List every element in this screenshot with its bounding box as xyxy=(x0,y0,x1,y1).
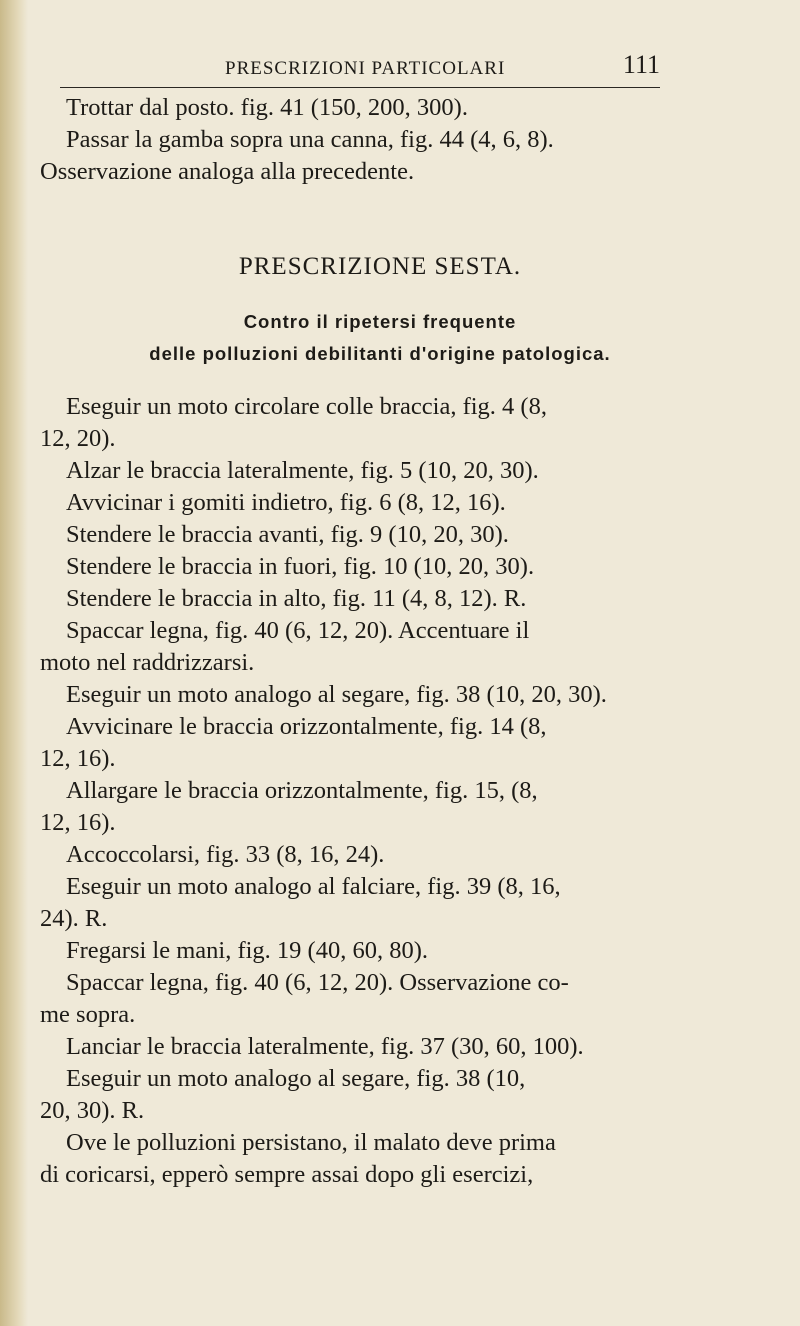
text-line: Spaccar legna, fig. 40 (6, 12, 20). Osservazione co- xyxy=(66,969,569,996)
text-line: Passar la gamba sopra una canna, fig. 44 (4, 6, 8). xyxy=(66,126,554,153)
text-line: Eseguir un moto analogo al segare, fig. 38 (10, xyxy=(66,1065,526,1092)
text-line: Lanciar le braccia lateralmente, fig. 37 (30, 60, 100). xyxy=(66,1033,584,1060)
text-line: Spaccar legna, fig. 40 (6, 12, 20). Accentuare il xyxy=(66,617,530,644)
page-number: 111 xyxy=(622,50,660,79)
text-line: Eseguir un moto circolare colle braccia, fig. 4 (8, xyxy=(66,393,547,420)
text-line: Avvicinar i gomiti indietro, fig. 6 (8, 12, 16). xyxy=(66,489,506,516)
text-line: Allargare le braccia orizzontalmente, fig. 15, (8, xyxy=(66,777,538,804)
text-line: Accoccolarsi, fig. 33 (8, 16, 24). xyxy=(66,841,385,868)
text-line: Ove le polluzioni persistano, il malato deve prima xyxy=(66,1129,556,1156)
text-line: Avvicinare le braccia orizzontalmente, fig. 14 (8, xyxy=(66,713,547,740)
page-edge xyxy=(0,0,28,1326)
text-line: 20, 30). R. xyxy=(40,1097,145,1124)
text-line: Alzar le braccia lateralmente, fig. 5 (10, 20, 30). xyxy=(66,457,539,484)
section-subtitle-line1: Contro il ripetersi frequente xyxy=(243,311,517,332)
text-line: Eseguir un moto analogo al falciare, fig. 39 (8, 16, xyxy=(66,873,561,900)
text-line: Trottar dal posto. fig. 41 (150, 200, 300). xyxy=(66,94,468,121)
header-rule xyxy=(60,87,660,88)
text-line: Stendere le braccia in fuori, fig. 10 (10, 20, 30). xyxy=(66,553,535,580)
text-line: Osservazione analoga alla precedente. xyxy=(40,158,415,185)
text-line: 12, 16). xyxy=(40,809,116,836)
text-line: 24). R. xyxy=(40,905,108,932)
running-title: PRESCRIZIONI PARTICOLARI xyxy=(225,58,506,79)
text-line: Stendere le braccia in alto, fig. 11 (4, 8, 12). R. xyxy=(66,585,527,612)
text-line: moto nel raddrizzarsi. xyxy=(40,649,255,676)
page-header xyxy=(60,50,660,90)
text-line: di coricarsi, epperò sempre assai dopo gli esercizi, xyxy=(40,1161,534,1188)
text-line: 12, 20). xyxy=(40,425,116,452)
text-line: 12, 16). xyxy=(40,745,116,772)
text-line: Fregarsi le mani, fig. 19 (40, 60, 80). xyxy=(66,937,428,964)
text-line: Eseguir un moto analogo al segare, fig. 38 (10, 20, 30). xyxy=(66,681,607,708)
section-title: PRESCRIZIONE SESTA. xyxy=(238,253,522,280)
section-subtitle-line2: delle polluzioni debilitanti d'origine patologica. xyxy=(149,343,611,364)
text-line: me sopra. xyxy=(40,1001,136,1028)
text-line: Stendere le braccia avanti, fig. 9 (10, 20, 30). xyxy=(66,521,509,548)
